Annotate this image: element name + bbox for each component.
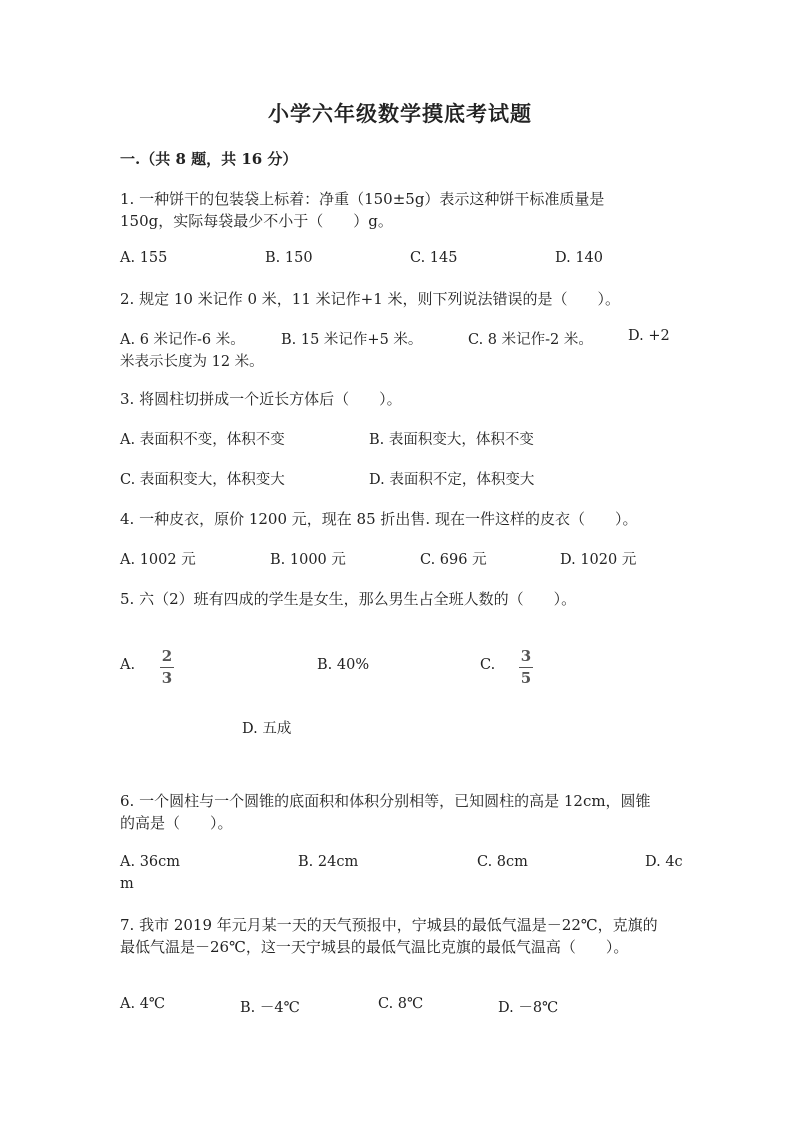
option-a[interactable]: A. 155 [120,250,168,266]
option-a[interactable]: A. 1002 元 [120,552,196,568]
option-d[interactable]: D. +2 [628,328,670,344]
fraction-denominator: 5 [520,669,532,687]
option-b[interactable]: B. 15 米记作+5 米。 [281,332,423,348]
option-c[interactable]: C. 696 元 [420,552,487,568]
question-text: 7. 我市 2019 年元月某一天的天气预报中，宁城县的最低气温是－22℃，克旗的 [120,916,658,934]
question-text: 150g，实际每袋最少不小于（ ）g。 [120,212,393,230]
fraction-two-thirds [160,648,174,687]
question-7 [120,914,680,958]
option-b[interactable]: B. －4℃ [240,1000,300,1016]
option-b[interactable]: B. 24cm [298,854,359,870]
option-d[interactable]: D. 五成 [242,721,292,737]
question-2: 2. 规定 10 米记作 0 米，11 米记作+1 米，则下列说法错误的是（ ）。 [120,290,621,308]
fraction-bar [160,667,174,668]
option-d-continued: 米表示长度为 12 米。 [120,354,264,370]
option-c[interactable]: C. [480,657,496,673]
option-c[interactable]: C. 145 [410,250,458,266]
option-d[interactable]: D. 1020 元 [560,552,637,568]
option-a[interactable]: A. 4℃ [120,996,166,1012]
option-d[interactable]: D. 140 [555,250,604,266]
question-text: 1. 一种饼干的包装袋上标着：净重（150±5g）表示这种饼干标准质量是 [120,190,605,208]
question-text: 最低气温是－26℃，这一天宁城县的最低气温比克旗的最低气温高（ ）。 [120,938,629,956]
option-d[interactable]: D. －8℃ [498,1000,559,1016]
option-d[interactable]: D. 4c [645,854,683,870]
option-c[interactable]: C. 8℃ [378,996,424,1012]
option-c[interactable]: C. 8 米记作-2 米。 [468,332,593,348]
option-a[interactable]: A. 6 米记作-6 米。 [120,332,245,348]
fraction-numerator: 3 [520,647,532,665]
option-b[interactable]: B. 150 [265,250,313,266]
option-a[interactable]: A. 表面积不变，体积不变 [120,432,285,448]
option-a[interactable]: A. 36cm [120,854,181,870]
question-3: 3. 将圆柱切拼成一个近长方体后（ ）。 [120,390,402,408]
fraction-denominator: 3 [161,669,173,687]
option-c[interactable]: C. 表面积变大，体积变大 [120,472,285,488]
option-c[interactable]: C. 8cm [477,854,528,870]
fraction-three-fifths [519,648,533,687]
question-text: 的高是（ ）。 [120,814,233,832]
option-a[interactable]: A. [120,657,136,673]
page-title: 小学六年级数学摸底考试题 [268,101,532,126]
option-b[interactable]: B. 1000 元 [270,552,346,568]
fraction-numerator: 2 [161,647,173,665]
fraction-bar [519,667,533,668]
section-heading: 一.（共 8 题，共 16 分） [120,150,298,168]
option-b[interactable]: B. 表面积变大，体积不变 [369,432,534,448]
question-1 [120,188,680,232]
question-4: 4. 一种皮衣，原价 1200 元，现在 85 折出售. 现在一件这样的皮衣（ ）。 [120,510,638,528]
option-d[interactable]: D. 表面积不定，体积变大 [369,472,535,488]
option-b[interactable]: B. 40% [317,657,370,673]
question-text: 6. 一个圆柱与一个圆锥的底面积和体积分别相等，已知圆柱的高是 12cm，圆锥 [120,792,651,810]
question-5: 5. 六（2）班有四成的学生是女生，那么男生占全班人数的（ ）。 [120,590,577,608]
question-6 [120,790,680,834]
option-d-continued: m [120,876,134,892]
